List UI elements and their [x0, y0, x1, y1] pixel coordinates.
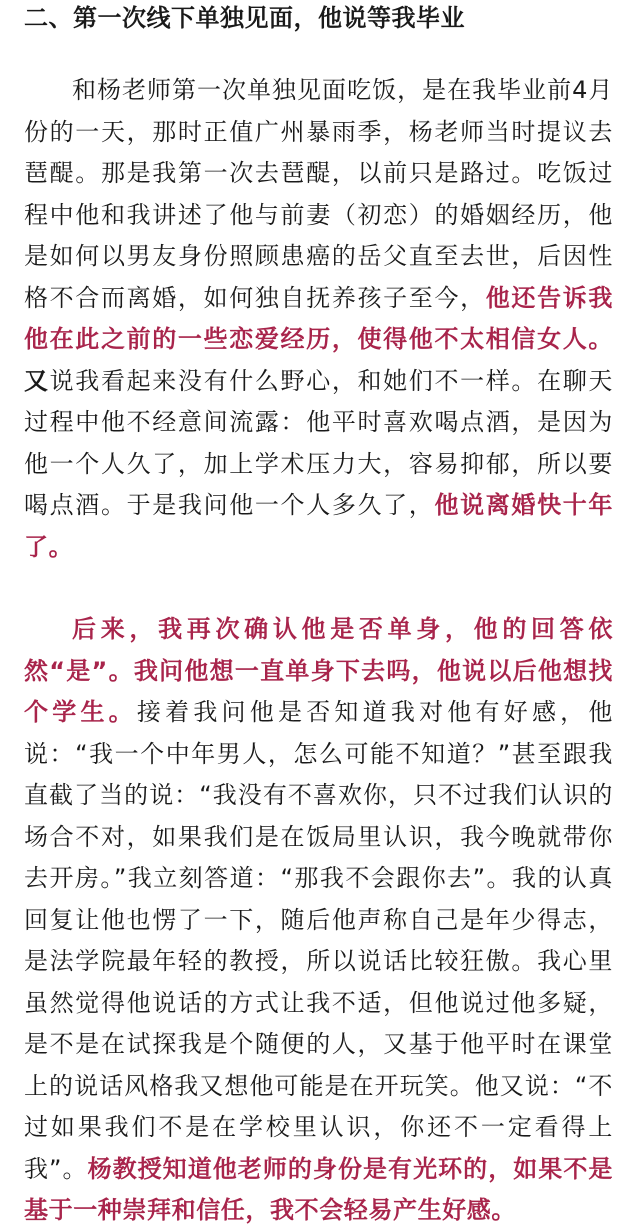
paragraph-2: [24, 609, 613, 1232]
text-run: 和杨老师第一次单独见面吃饭，是在我毕业前4月份的一天，那时正值广州暴雨季，杨老师当时提议去琶醍。那是我第一次去琶醍，以前只是路过。吃饭过程中他和我讲述了他与前妻（初恋）的婚姻经历，他是如何以男友身份照顾患癌的岳父直至去世，后因性格不合而离婚，如何独自抚养孩子至今，: [24, 76, 613, 312]
section-heading: 二、第一次线下单独见面，他说等我毕业: [24, 4, 465, 32]
highlighted-text: 他说离婚快十年了。: [24, 491, 613, 561]
paragraph-1: [24, 70, 613, 568]
text-run: 接着我问他是否知道我对他有好感，他说：“我一个中年男人，怎么可能不知道？”甚至跟我直截了当的说：“我没有不喜欢你，只不过我们认识的场合不对，如果我们是在饭局里认识，我今晚就带你去开房。”我立刻答道：“那我不会跟你去”。我的认真回复让他也愣了一下，随后他声称自己是年少得志，是法学院最年轻的教授，所以说话比较狂傲。我心里虽然觉得他说话的方式让我不适，但他说过他多疑，是不是在试探我是个随便的人，又基于他平时在课堂上的说话风格我又想他可能是在开玩笑。他又说：“不过如果我们不是在学校里认识，你还不一定看得上我”。: [24, 698, 614, 1183]
text-run: 说我看起来没有什么野心，和她们不一样。在聊天过程中他不经意间流露：他平时喜欢喝点酒，是因为他一个人久了，加上学术压力大，容易抑郁，所以要喝点酒。于是我问他一个人多久了，: [24, 366, 613, 519]
highlighted-text: 杨教授知道他老师的身份是有光环的，如果不是基于一种崇拜和信任，我不会轻易产生好感。: [24, 1154, 613, 1224]
highlighted-text: 他还告诉我他在此之前的一些恋爱经历，使得他不太相信女人。: [24, 283, 613, 353]
bold-text: 又: [24, 366, 50, 395]
highlighted-text: 后来，我再次确认他是否单身，他的回答依然“是”。我问他想一直单身下去吗，他说以后他想找个学生。: [24, 615, 613, 726]
